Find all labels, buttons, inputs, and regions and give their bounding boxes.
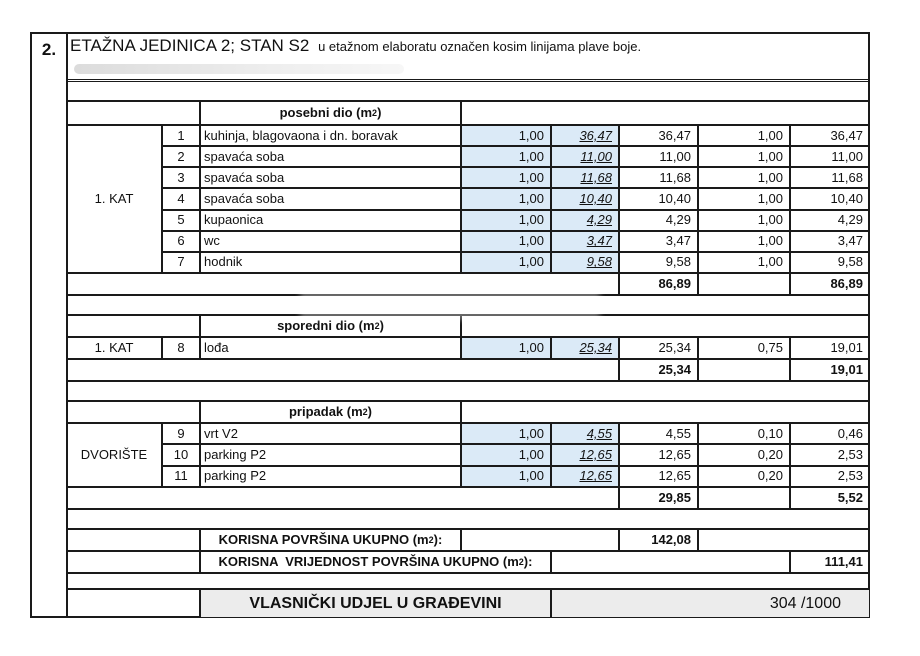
row-number: 7 (162, 252, 200, 273)
area-value: 4,55 (619, 423, 698, 444)
pripadak-total-blank (698, 487, 790, 509)
reduced-area: 2,53 (790, 466, 870, 487)
reduction-coefficient: 1,00 (698, 188, 790, 209)
area-input: 11,68 (551, 167, 619, 188)
area-input: 4,55 (551, 423, 619, 444)
reduction-coefficient: 0,20 (698, 466, 790, 487)
korisna-value: 142,08 (619, 529, 698, 551)
unit-title: ETAŽNA JEDINICA 2; STAN S2 (70, 36, 310, 55)
room-name: spavaća soba (200, 167, 461, 188)
reduction-coefficient: 1,00 (698, 167, 790, 188)
reduction-coefficient: 1,00 (698, 210, 790, 231)
coefficient-input: 1,00 (461, 146, 551, 167)
redacted-text (74, 64, 404, 74)
section-title (70, 36, 641, 56)
reduced-area: 9,58 (790, 252, 870, 273)
coefficient-input: 1,00 (461, 466, 551, 487)
sporedni-total-blank (66, 359, 619, 381)
coefficient-input: 1,00 (461, 337, 551, 359)
row-number: 2 (162, 146, 200, 167)
room-name: kuhinja, blagovaona i dn. boravak (200, 125, 461, 146)
coefficient-input: 1,00 (461, 252, 551, 273)
spacer-row (66, 573, 870, 589)
coefficient-input: 1,00 (461, 125, 551, 146)
row-number: 4 (162, 188, 200, 209)
room-name: spavaća soba (200, 188, 461, 209)
ownership-value: 304 /1000 (551, 589, 870, 618)
room-name: parking P2 (200, 466, 461, 487)
summary-blank (551, 551, 790, 573)
header-blank-cell (461, 101, 870, 125)
coefficient-input: 1,00 (461, 210, 551, 231)
korisna-label: KORISNA POVRŠINA UKUPNO (m 2 ): (200, 529, 461, 551)
summary-blank (698, 529, 870, 551)
reduced-area: 3,47 (790, 231, 870, 252)
vrijednost-label: KORISNA VRIJEDNOST POVRŠINA UKUPNO (m 2 ): (200, 551, 551, 573)
room-name: wc (200, 231, 461, 252)
reduced-area: 4,29 (790, 210, 870, 231)
area-input: 11,00 (551, 146, 619, 167)
summary-blank (461, 529, 619, 551)
room-name: spavaća soba (200, 146, 461, 167)
reduction-coefficient: 0,20 (698, 444, 790, 465)
area-value: 10,40 (619, 188, 698, 209)
area-value: 12,65 (619, 466, 698, 487)
row-number: 1 (162, 125, 200, 146)
area-input: 10,40 (551, 188, 619, 209)
area-input: 25,34 (551, 337, 619, 359)
area-value: 25,34 (619, 337, 698, 359)
reduced-area: 0,46 (790, 423, 870, 444)
row-number: 3 (162, 167, 200, 188)
spacer-row (66, 381, 870, 401)
header-blank-cell (66, 101, 200, 125)
area-input: 12,65 (551, 444, 619, 465)
area-value: 9,58 (619, 252, 698, 273)
section-number-column (30, 32, 68, 618)
title-divider (66, 79, 870, 80)
posebni-location: 1. KAT (66, 125, 162, 273)
sporedni-total-value: 19,01 (790, 359, 870, 381)
row-number: 8 (162, 337, 200, 359)
summary-blank (66, 551, 200, 573)
ownership-label: VLASNIČKI UDJEL U GRAĐEVINI (200, 589, 551, 618)
reduced-area: 11,68 (790, 167, 870, 188)
header-blank-cell (66, 401, 200, 423)
area-input: 4,29 (551, 210, 619, 231)
reduced-area: 19,01 (790, 337, 870, 359)
area-input: 12,65 (551, 466, 619, 487)
pripadak-location: DVORIŠTE (66, 423, 162, 487)
pripadak-total-area: 29,85 (619, 487, 698, 509)
vrijednost-value: 111,41 (790, 551, 870, 573)
area-value: 36,47 (619, 125, 698, 146)
spacer-row (66, 81, 870, 101)
row-number: 5 (162, 210, 200, 231)
area-input: 3,47 (551, 231, 619, 252)
area-value: 12,65 (619, 444, 698, 465)
area-value: 11,00 (619, 146, 698, 167)
reduction-coefficient: 0,75 (698, 337, 790, 359)
coefficient-input: 1,00 (461, 423, 551, 444)
pripadak-total-blank (66, 487, 619, 509)
area-input: 36,47 (551, 125, 619, 146)
sporedni-total-area: 25,34 (619, 359, 698, 381)
coefficient-input: 1,00 (461, 167, 551, 188)
room-name: lođa (200, 337, 461, 359)
posebni-total-area: 86,89 (619, 273, 698, 295)
header-blank-cell (461, 401, 870, 423)
sporedni-header: sporedni dio (m 2 ) (200, 315, 461, 337)
sporedni-location: 1. KAT (66, 337, 162, 359)
row-number: 11 (162, 466, 200, 487)
area-input: 9,58 (551, 252, 619, 273)
reduced-area: 2,53 (790, 444, 870, 465)
sporedni-total-blank (698, 359, 790, 381)
pripadak-total-value: 5,52 (790, 487, 870, 509)
area-value: 4,29 (619, 210, 698, 231)
posebni-total-value: 86,89 (790, 273, 870, 295)
row-number: 9 (162, 423, 200, 444)
watermark-overlay (300, 290, 600, 320)
room-name: kupaonica (200, 210, 461, 231)
summary-blank (66, 529, 200, 551)
unit-subtitle: u etažnom elaboratu označen kosim linijama plave boje. (318, 39, 642, 54)
reduced-area: 36,47 (790, 125, 870, 146)
posebni-total-blank (698, 273, 790, 295)
reduction-coefficient: 1,00 (698, 125, 790, 146)
area-value: 3,47 (619, 231, 698, 252)
reduction-coefficient: 0,10 (698, 423, 790, 444)
reduced-area: 10,40 (790, 188, 870, 209)
reduction-coefficient: 1,00 (698, 231, 790, 252)
room-name: parking P2 (200, 444, 461, 465)
reduced-area: 11,00 (790, 146, 870, 167)
reduction-coefficient: 1,00 (698, 146, 790, 167)
room-name: hodnik (200, 252, 461, 273)
section-number: 2. (41, 40, 57, 59)
pripadak-header: pripadak (m 2 ) (200, 401, 461, 423)
row-number: 6 (162, 231, 200, 252)
coefficient-input: 1,00 (461, 188, 551, 209)
spacer-row (66, 509, 870, 529)
posebni-header: posebni dio (m 2 ) (200, 101, 461, 125)
room-name: vrt V2 (200, 423, 461, 444)
reduction-coefficient: 1,00 (698, 252, 790, 273)
row-number: 10 (162, 444, 200, 465)
ownership-blank (66, 589, 200, 618)
coefficient-input: 1,00 (461, 444, 551, 465)
header-blank-cell (66, 315, 200, 337)
area-value: 11,68 (619, 167, 698, 188)
coefficient-input: 1,00 (461, 231, 551, 252)
